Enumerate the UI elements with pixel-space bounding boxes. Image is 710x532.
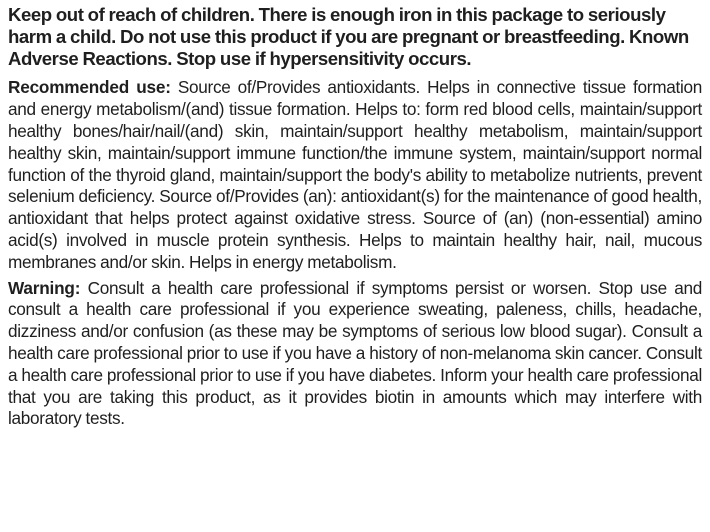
warning-heading: Warning: [8, 277, 81, 298]
warning-section [8, 278, 702, 431]
warning-text: Consult a health care professional if symptoms persist or worsen. Stop use and consult a health care professional if you experience sweating, paleness, chills, headache, dizziness and/or confusion (as these may be symptoms of serious low blood sugar). Consult a health care professional prior to use if you have a history of non-melanoma skin cancer. Consult a health care professional prior to use if you have diabetes. Inform your health care professional that you are taking this product, as it provides biotin in amounts which may interfere with laboratory tests. [8, 277, 702, 429]
recommended-use-text: Source of/Provides antioxidants. Helps in connective tissue formation and energy metabolism/(and) tissue formation. Helps to: form red blood cells, maintain/support healthy bones/hair/nail/(and) skin, maintain/support healthy metabolism, maintain/support healthy skin, maintain/support immune function/the immune system, maintain/support normal function of the thyroid gland, maintain/support the body's ability to metabolize nutrients, prevent selenium deficiency. Source of/Provides (an): antioxidant(s) for the maintenance of good health, antioxidant that helps protect against oxidative stress. Source of (an) (non-essential) amino acid(s) involved in muscle protein synthesis. Helps to maintain healthy hair, nail, mucous membranes and/or skin. Helps in energy metabolism. [8, 77, 702, 272]
caution-statement: Keep out of reach of children. There is enough iron in this package to seriously harm a child. Do not use this product if you are pregnant or breastfeeding. Known Adverse Reactions. Stop use if hypersensitivity occurs. [8, 4, 689, 69]
recommended-use-heading: Recommended use: [8, 77, 171, 98]
recommended-use-section [8, 77, 702, 273]
